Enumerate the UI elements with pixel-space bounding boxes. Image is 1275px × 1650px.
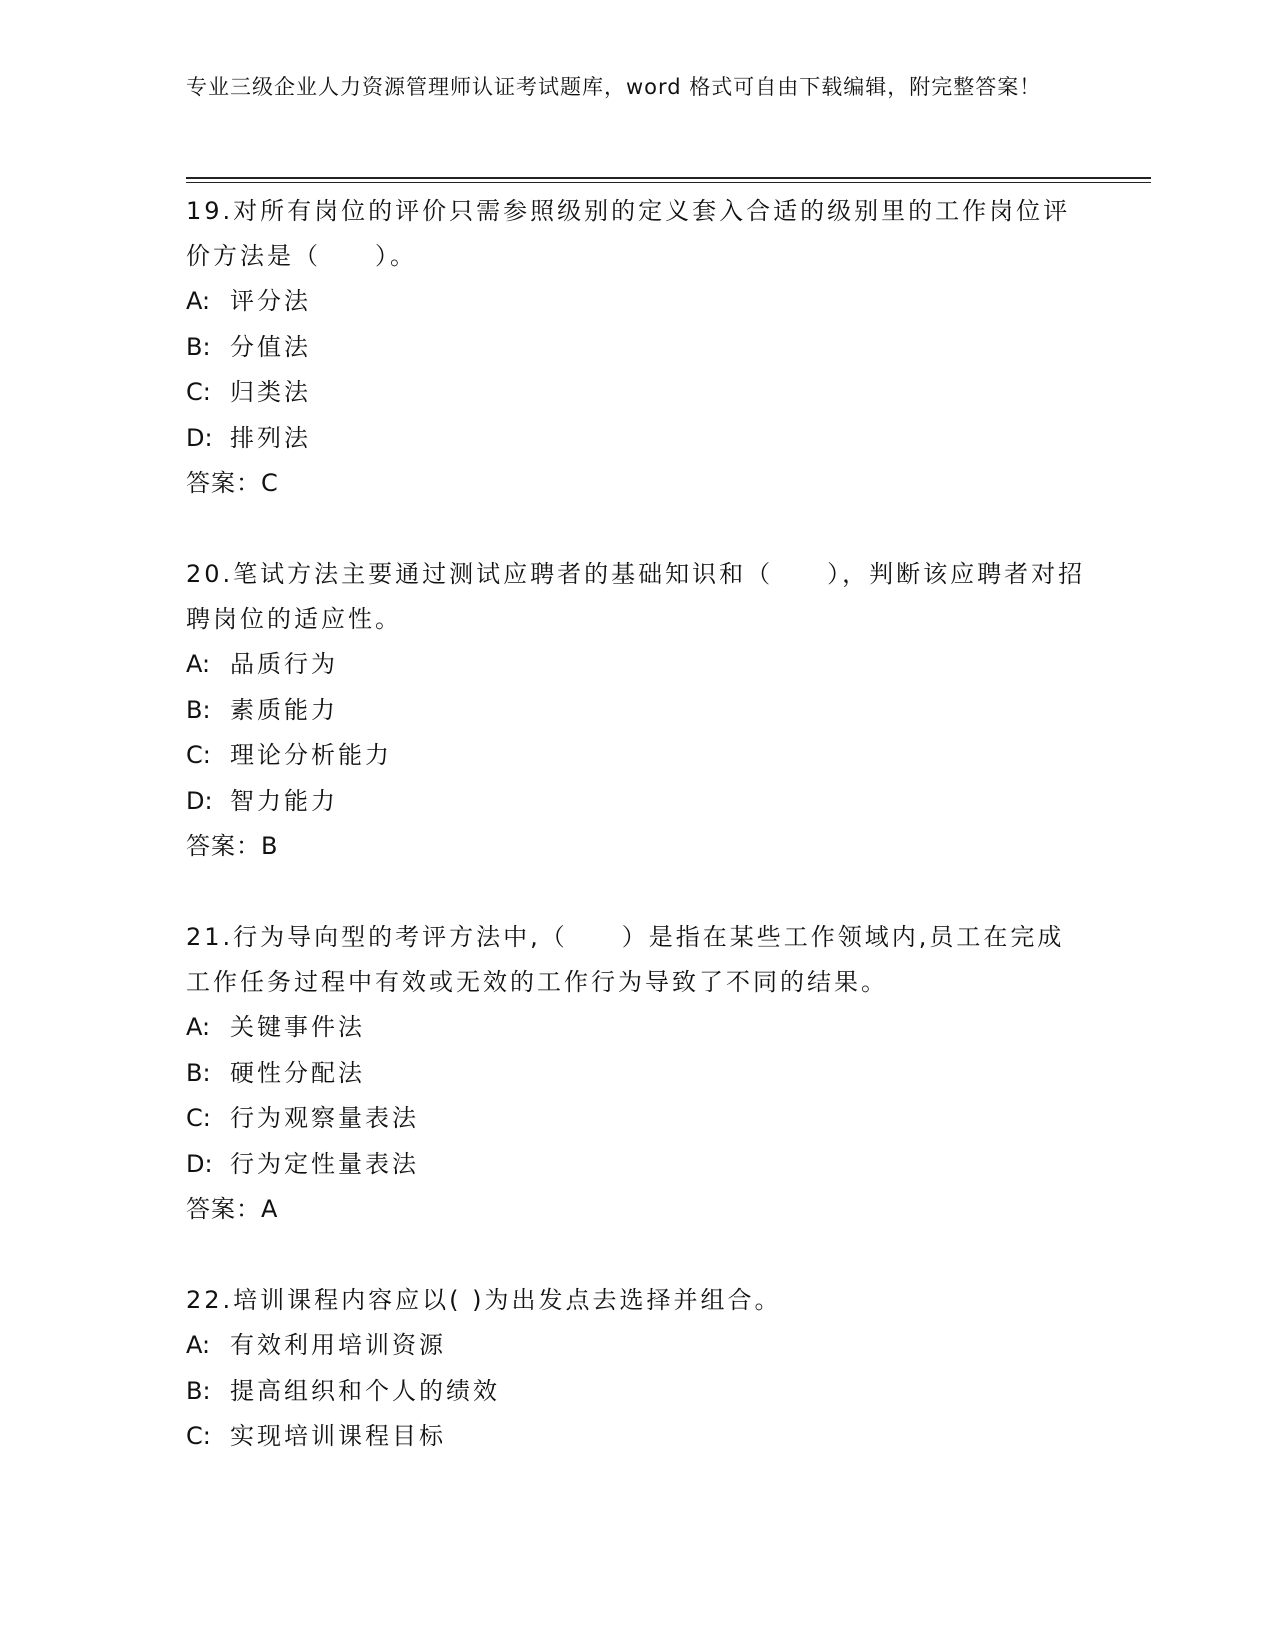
option-a [186,1323,1086,1369]
option-letter: C: [186,741,211,769]
option-text: 关键事件法 [230,1013,365,1041]
option-b [186,1369,1086,1415]
option-text: 归类法 [230,378,311,406]
question-22 [186,1278,1086,1460]
option-letter: B: [186,1376,211,1405]
option-a [186,642,1086,688]
option-c [186,1414,1086,1460]
option-text: 有效利用培训资源 [230,1331,446,1359]
option-letter: C: [186,1104,211,1132]
option-letter: B: [186,695,211,724]
question-21 [186,915,1086,1232]
option-letter: C: [186,1422,211,1450]
option-text: 理论分析能力 [230,741,392,769]
option-letter: A: [186,1331,211,1359]
option-c [186,1096,1086,1142]
question-stem: 19.对所有岗位的评价只需参照级别的定义套入合适的级别里的工作岗位评价方法是（ ）。 [186,197,1071,270]
option-text: 实现培训课程目标 [230,1422,446,1450]
option-d [186,1142,1086,1188]
option-text: 行为观察量表法 [230,1104,419,1132]
question-stem: 20.笔试方法主要通过测试应聘者的基础知识和（ ），判断该应聘者对招聘岗位的适应性。 [186,560,1086,633]
option-text: 提高组织和个人的绩效 [230,1376,500,1405]
question-20 [186,552,1086,869]
option-text: 品质行为 [230,650,338,678]
answer-line: 答案：A [186,1195,279,1223]
option-b [186,1051,1086,1097]
option-text: 排列法 [230,423,311,452]
question-list [186,189,1086,1506]
option-b [186,688,1086,734]
header-divider-thick [186,177,1151,179]
option-letter: B: [186,332,211,361]
option-d [186,779,1086,825]
option-letter: D: [186,1149,213,1178]
option-letter: C: [186,378,211,406]
option-letter: D: [186,786,213,815]
question-stem: 22.培训课程内容应以( )为出发点去选择并组合。 [186,1286,782,1314]
answer-line: 答案：C [186,469,279,497]
question-stem: 21.行为导向型的考评方法中,（ ）是指在某些工作领域内,员工在完成工作任务过程中有效或无效的工作行为导致了不同的结果。 [186,923,1065,996]
option-text: 分值法 [230,332,311,361]
question-19 [186,189,1086,506]
header-divider-thin [186,182,1151,183]
option-a [186,1005,1086,1051]
option-text: 评分法 [230,287,311,315]
option-letter: B: [186,1058,211,1087]
option-text: 行为定性量表法 [230,1149,419,1178]
option-letter: A: [186,650,211,678]
document-intro: 专业三级企业人力资源管理师认证考试题库，word 格式可自由下载编辑，附完整答案！ [186,75,1042,99]
option-text: 素质能力 [230,695,338,724]
option-letter: A: [186,1013,211,1041]
option-c [186,370,1086,416]
option-b [186,325,1086,371]
option-d [186,416,1086,462]
answer-line: 答案：B [186,832,279,860]
option-text: 硬性分配法 [230,1058,365,1087]
option-c [186,733,1086,779]
option-letter: D: [186,423,213,452]
option-letter: A: [186,287,211,315]
option-a [186,279,1086,325]
option-text: 智力能力 [230,786,338,815]
